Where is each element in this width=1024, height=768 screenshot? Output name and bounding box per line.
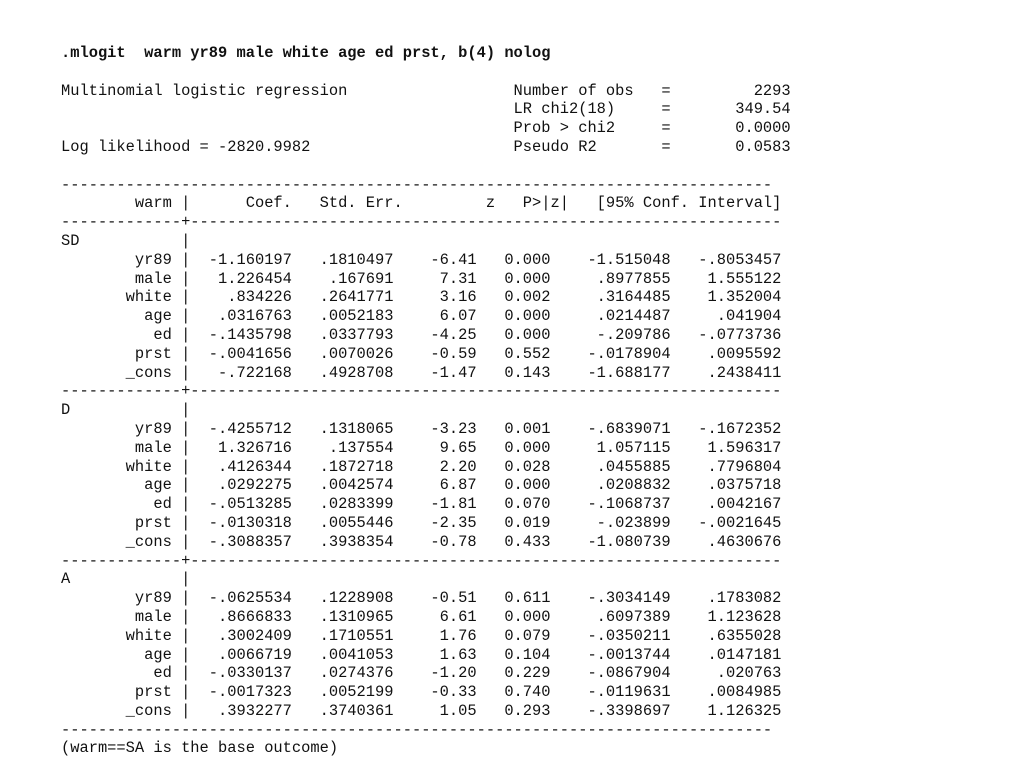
header-title-line: Multinomial logistic regression Number of obs = 2293 <box>61 81 791 100</box>
table-row: white | .834226 .2641771 3.16 0.002 .3164485 1.352004 <box>61 288 782 307</box>
table-row: ed | -.1435798 .0337793 -4.25 0.000 -.209786 -.0773736 <box>61 325 782 344</box>
table-row: yr89 | -1.160197 .1810497 -6.41 0.000 -1.515048 -.8053457 <box>61 250 782 269</box>
table-row: prst | -.0130318 .0055446 -2.35 0.019 -.023899 -.0021645 <box>61 513 782 532</box>
table-row: _cons | -.3088357 .3938354 -0.78 0.433 -1.080739 .4630676 <box>61 532 782 551</box>
table-rule: ----------------------------------------------------------------------------- <box>61 720 773 739</box>
table-rule: -------------+---------------------------------------------------------------- <box>61 213 782 232</box>
table-row: age | .0292275 .0042574 6.87 0.000 .0208832 .0375718 <box>61 476 782 495</box>
table-row: male | .8666833 .1310965 6.61 0.000 .6097389 1.123628 <box>61 607 782 626</box>
table-row: yr89 | -.0625534 .1228908 -0.51 0.611 -.3034149 .1783082 <box>61 589 782 608</box>
outcome-label: SD | <box>61 231 191 250</box>
table-row: white | .3002409 .1710551 1.76 0.079 -.0350211 .6355028 <box>61 626 782 645</box>
table-rule: -------------+---------------------------------------------------------------- <box>61 551 782 570</box>
table-row: ed | -.0330137 .0274376 -1.20 0.229 -.0867904 .020763 <box>61 664 782 683</box>
table-row: white | .4126344 .1872718 2.20 0.028 .0455885 .7796804 <box>61 457 782 476</box>
outcome-label: A | <box>61 570 191 589</box>
table-header-row: warm | Coef. Std. Err. z P>|z| [95% Conf. Interval] <box>61 194 782 213</box>
table-row: male | 1.226454 .167691 7.31 0.000 .8977855 1.555122 <box>61 269 782 288</box>
table-row: yr89 | -.4255712 .1318065 -3.23 0.001 -.6839071 -.1672352 <box>61 419 782 438</box>
table-row: age | .0066719 .0041053 1.63 0.104 -.0013744 .0147181 <box>61 645 782 664</box>
base-outcome-note: (warm==SA is the base outcome) <box>61 739 339 758</box>
blank-line <box>61 157 791 176</box>
table-row: prst | -.0041656 .0070026 -0.59 0.552 -.0178904 .0095592 <box>61 344 782 363</box>
header-stat-line: LR chi2(18) = 349.54 <box>61 100 791 119</box>
table-row: ed | -.0513285 .0283399 -1.81 0.070 -.1068737 .0042167 <box>61 495 782 514</box>
outcome-label: D | <box>61 401 191 420</box>
table-row: _cons | .3932277 .3740361 1.05 0.293 -.3398697 1.126325 <box>61 701 782 720</box>
table-row: _cons | -.722168 .4928708 -1.47 0.143 -1.688177 .2438411 <box>61 363 782 382</box>
table-rule: -------------+---------------------------------------------------------------- <box>61 382 782 401</box>
log-likelihood-line: Log likelihood = -2820.9982 Pseudo R2 = 0.0583 <box>61 137 791 156</box>
table-rule: ----------------------------------------------------------------------------- <box>61 175 773 194</box>
header-stat-line: Prob > chi2 = 0.0000 <box>61 119 791 138</box>
table-row: prst | -.0017323 .0052199 -0.33 0.740 -.0119631 .0084985 <box>61 683 782 702</box>
table-row: age | .0316763 .0052183 6.07 0.000 .0214487 .041904 <box>61 307 782 326</box>
blank-line <box>61 63 791 82</box>
table-row: male | 1.326716 .137554 9.65 0.000 1.057115 1.596317 <box>61 438 782 457</box>
regression-output <box>61 44 791 758</box>
command-line: .mlogit warm yr89 male white age ed prst, b(4) nolog <box>61 44 551 62</box>
